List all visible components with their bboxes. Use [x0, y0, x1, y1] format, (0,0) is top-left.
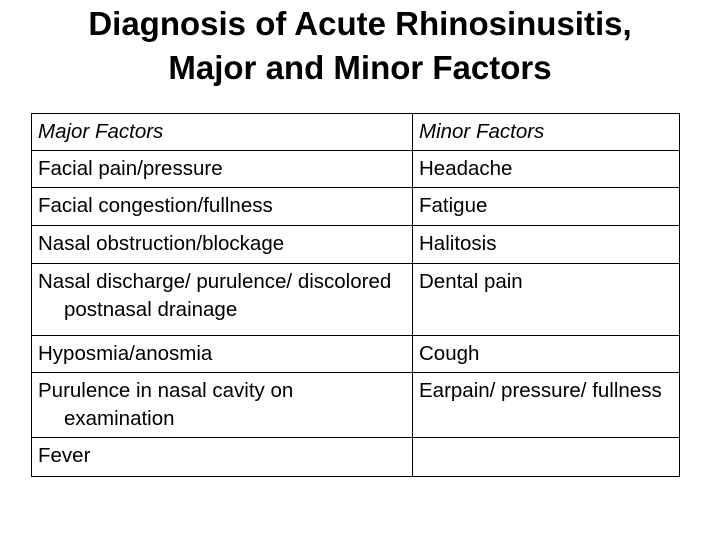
minor-factor-cell: Cough — [413, 336, 680, 373]
major-factor-cell: Nasal obstruction/blockage — [32, 226, 413, 264]
major-factor-cell: Facial congestion/fullness — [32, 188, 413, 226]
table-header-row — [32, 114, 680, 151]
minor-factor-cell: Earpain/ pressure/ fullness — [413, 373, 680, 438]
major-factor-cell: Nasal discharge/ purulence/ discolored postnasal drainage — [32, 264, 413, 336]
table-row — [32, 336, 680, 373]
minor-factor-cell: Halitosis — [413, 226, 680, 264]
minor-factors-header: Minor Factors — [413, 114, 680, 151]
table-row — [32, 438, 680, 477]
minor-factor-cell — [413, 438, 680, 477]
major-factor-cell: Facial pain/pressure — [32, 151, 413, 188]
table-row — [32, 188, 680, 226]
factors-table — [31, 113, 680, 477]
table-row — [32, 226, 680, 264]
slide-title — [0, 2, 720, 90]
title-line-2: Major and Minor Factors — [168, 49, 552, 86]
major-factor-cell: Purulence in nasal cavity on examination — [32, 373, 413, 438]
major-factor-cell: Fever — [32, 438, 413, 477]
minor-factor-cell: Headache — [413, 151, 680, 188]
minor-factor-cell: Fatigue — [413, 188, 680, 226]
minor-factor-cell: Dental pain — [413, 264, 680, 336]
major-factor-cell: Hyposmia/anosmia — [32, 336, 413, 373]
major-factors-header: Major Factors — [32, 114, 413, 151]
title-line-1: Diagnosis of Acute Rhinosinusitis, — [88, 5, 632, 42]
table-row — [32, 264, 680, 336]
table-row — [32, 373, 680, 438]
table-row — [32, 151, 680, 188]
